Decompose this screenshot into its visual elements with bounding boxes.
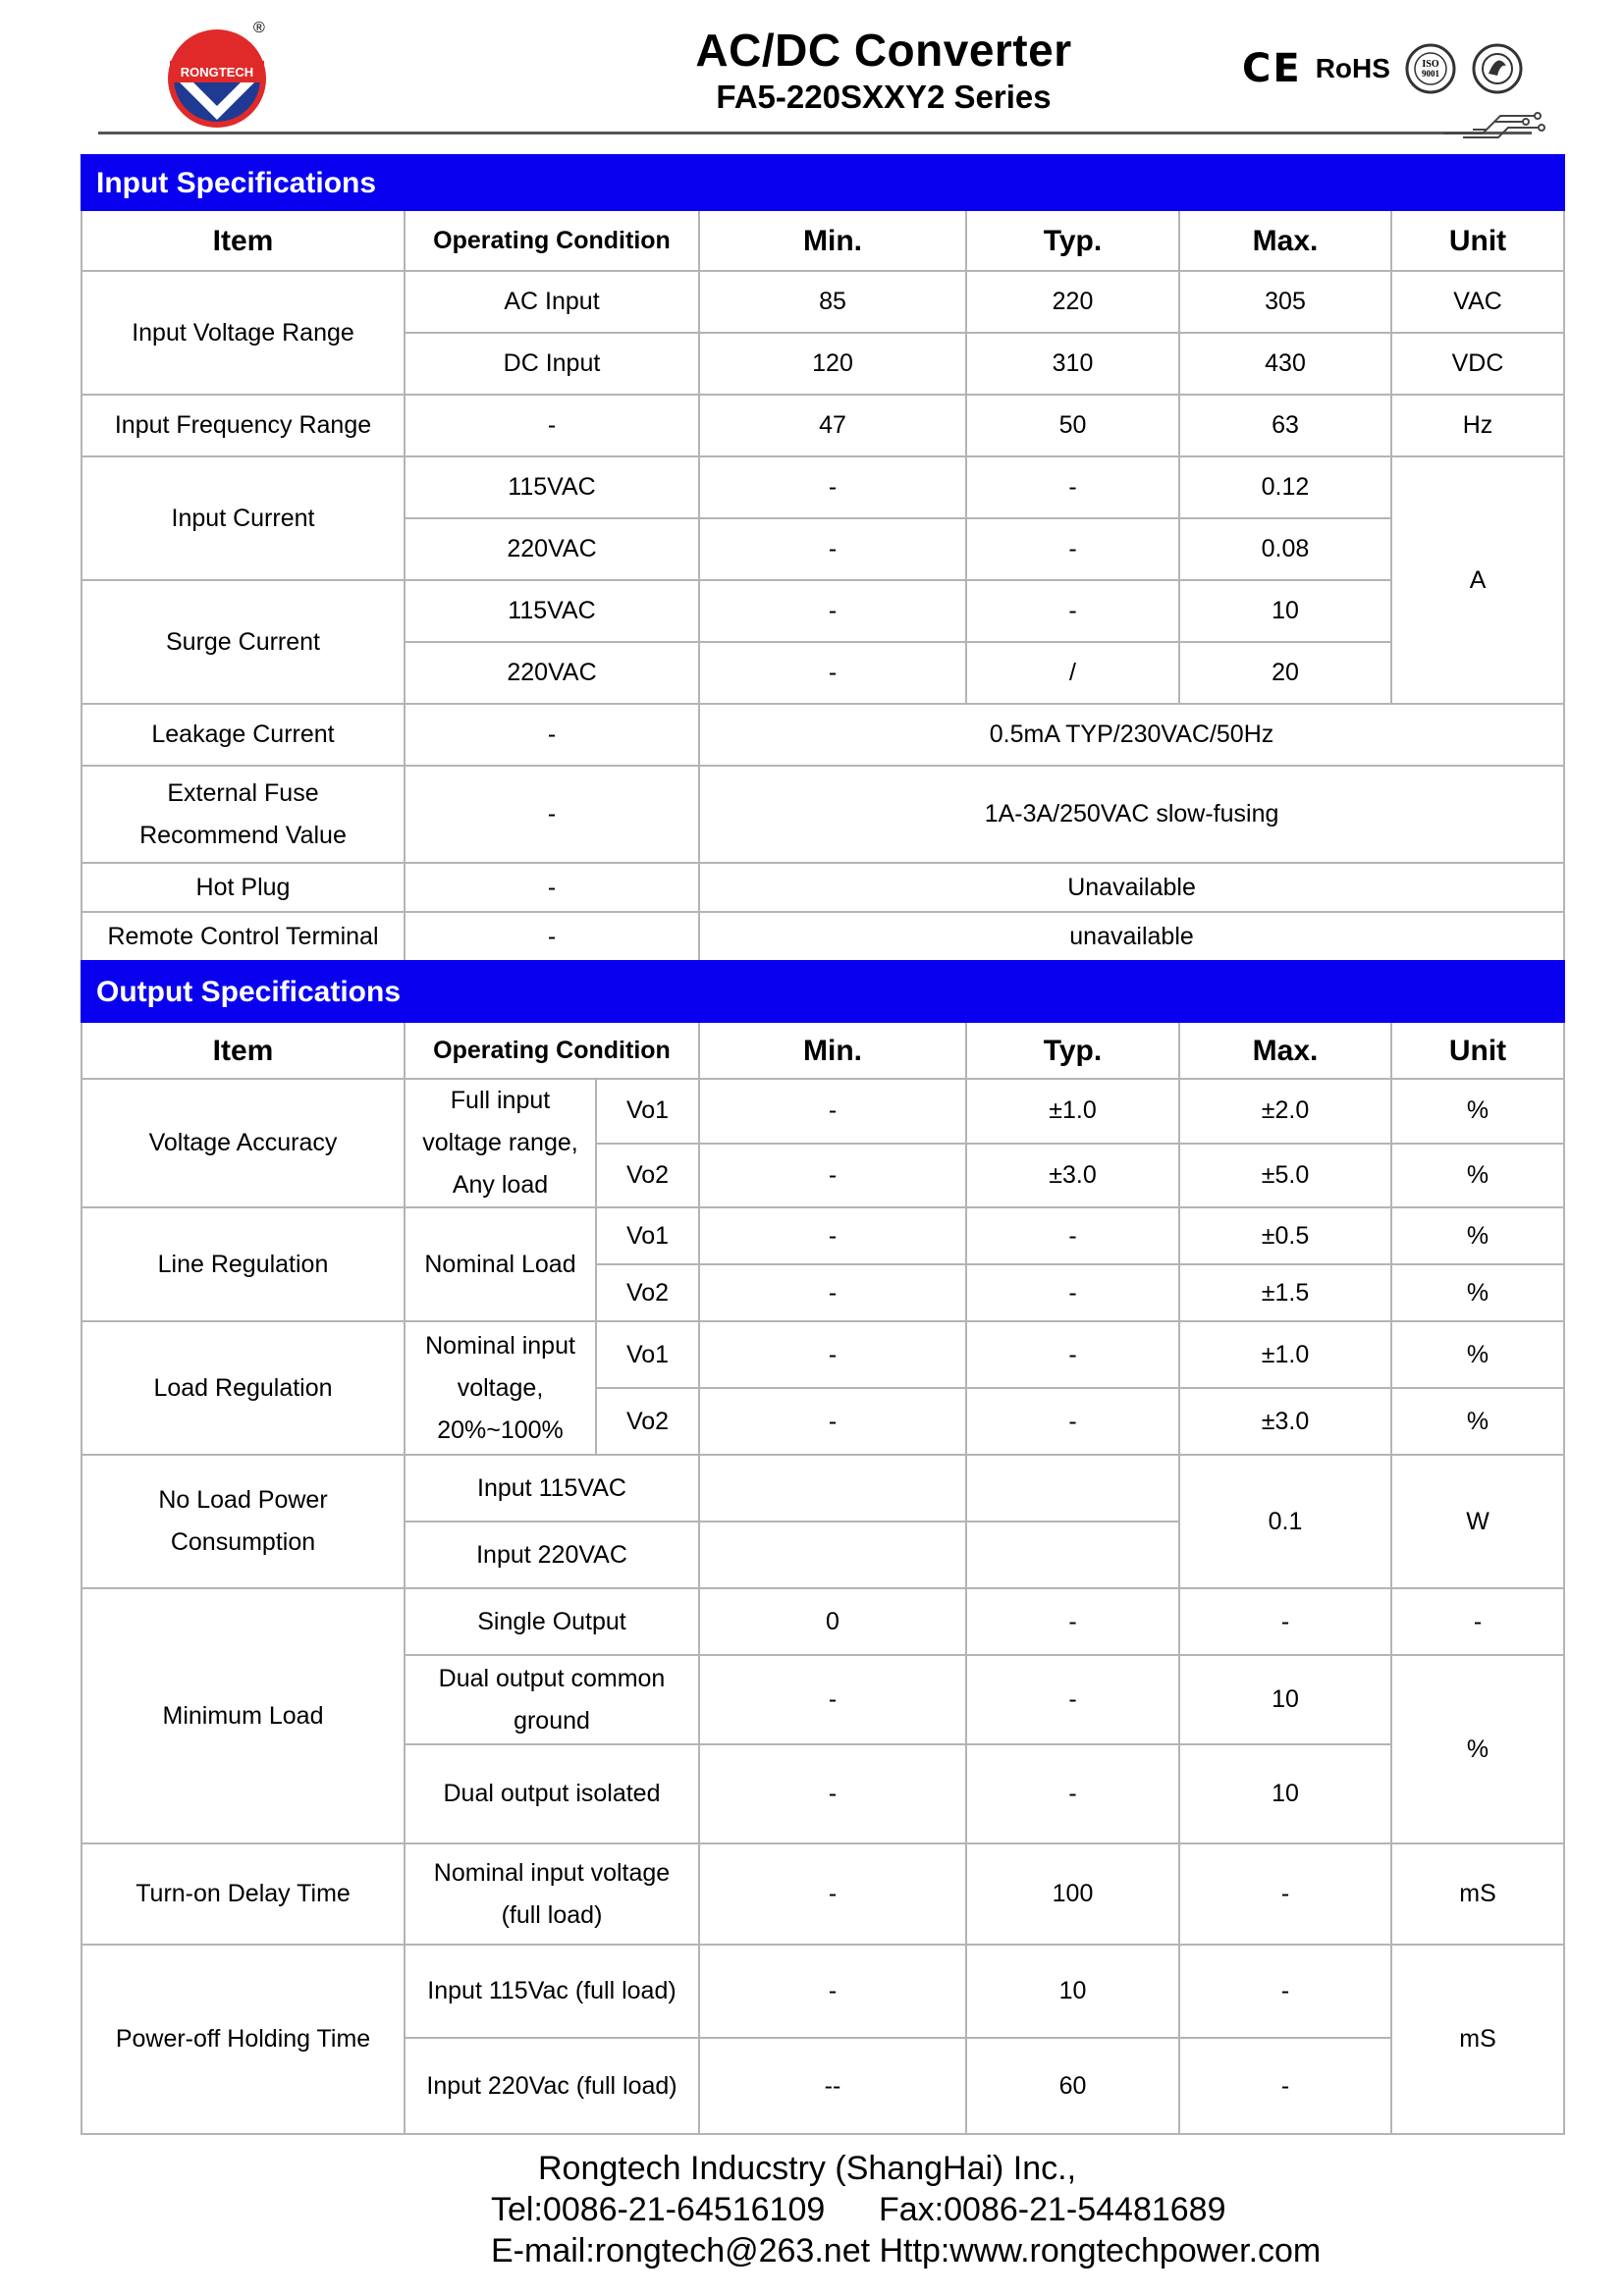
typ-cell: 220 — [966, 271, 1179, 333]
min-cell: 47 — [699, 395, 966, 456]
max-cell: ±1.0 — [1179, 1321, 1391, 1388]
item-cell: Line Regulation — [81, 1207, 405, 1321]
max-cell: 0.1 — [1179, 1455, 1391, 1588]
min-cell — [699, 1455, 966, 1522]
condition-cell — [405, 1079, 596, 1207]
item-cell: Leakage Current — [81, 704, 405, 766]
col-header-unit: Unit — [1391, 210, 1564, 271]
min-cell: 120 — [699, 333, 966, 395]
min-cell: - — [699, 1264, 966, 1321]
item-cell — [81, 1455, 405, 1588]
table-row — [81, 1079, 1564, 1144]
condition-line: voltage range, — [422, 1129, 578, 1156]
condition-cell: Input 115Vac (full load) — [405, 1945, 699, 2038]
typ-cell: - — [966, 580, 1179, 642]
unit-cell: % — [1391, 1264, 1564, 1321]
condition-cell: 220VAC — [405, 518, 699, 580]
typ-cell: 100 — [966, 1843, 1179, 1945]
unit-cell: A — [1391, 456, 1564, 704]
table-row — [81, 766, 1564, 863]
max-cell: 0.08 — [1179, 518, 1391, 580]
condition-cell: Dual output isolated — [405, 1744, 699, 1843]
typ-cell: - — [966, 1655, 1179, 1744]
condition-cell — [405, 1655, 699, 1744]
col-header-condition: Operating Condition — [405, 210, 699, 271]
typ-cell: - — [966, 1207, 1179, 1264]
col-header-max: Max. — [1179, 210, 1391, 271]
unit-cell: - — [1391, 1588, 1564, 1655]
max-cell: 430 — [1179, 333, 1391, 395]
table-header-row — [81, 1022, 1564, 1079]
table-row — [81, 704, 1564, 766]
svg-text:9001: 9001 — [1421, 69, 1439, 79]
item-cell: Input Frequency Range — [81, 395, 405, 456]
input-specifications-table — [81, 154, 1565, 962]
registered-mark: ® — [253, 20, 265, 36]
typ-cell: - — [966, 1321, 1179, 1388]
typ-cell: 50 — [966, 395, 1179, 456]
email-and-website: E-mail:rongtech@263.net Http:www.rongtechpower.com — [491, 2232, 1322, 2269]
condition-line: Nominal input — [425, 1331, 575, 1360]
min-cell: - — [699, 580, 966, 642]
col-header-item: Item — [81, 1022, 405, 1079]
min-cell: 85 — [699, 271, 966, 333]
min-cell: - — [699, 1655, 966, 1744]
typ-cell: - — [966, 1264, 1179, 1321]
min-cell — [699, 1522, 966, 1588]
circuit-trace-decoration — [1443, 110, 1551, 141]
channel-cell: Vo2 — [596, 1264, 699, 1321]
input-section-title: Input Specifications — [81, 155, 1564, 210]
channel-cell: Vo1 — [596, 1079, 699, 1144]
certification-marks — [1242, 39, 1524, 98]
page-header — [0, 0, 1624, 157]
col-header-min: Min. — [699, 210, 966, 271]
condition-line: Any load — [452, 1171, 549, 1199]
output-section-title: Output Specifications — [81, 961, 1564, 1022]
value-cell: 1A-3A/250VAC slow-fusing — [699, 766, 1564, 863]
condition-cell: Input 220VAC — [405, 1522, 699, 1588]
unit-cell: % — [1391, 1388, 1564, 1455]
condition-cell: Input 220Vac (full load) — [405, 2038, 699, 2134]
typ-cell: 10 — [966, 1945, 1179, 2038]
typ-cell: ±1.0 — [966, 1079, 1179, 1144]
max-cell: - — [1179, 2038, 1391, 2134]
unit-cell: % — [1391, 1079, 1564, 1144]
channel-cell: Vo1 — [596, 1321, 699, 1388]
table-row — [81, 1455, 1564, 1522]
min-cell: - — [699, 456, 966, 518]
item-cell: Turn-on Delay Time — [81, 1843, 405, 1945]
max-cell: ±1.5 — [1179, 1264, 1391, 1321]
col-header-typ: Typ. — [966, 210, 1179, 271]
typ-cell: - — [966, 1588, 1179, 1655]
typ-cell: / — [966, 642, 1179, 704]
table-row — [81, 1945, 1564, 2038]
item-line: Consumption — [170, 1528, 316, 1556]
min-cell: - — [699, 1207, 966, 1264]
condition-cell: - — [405, 766, 699, 863]
item-cell: Load Regulation — [81, 1321, 405, 1455]
item-line: External Fuse — [167, 778, 319, 807]
condition-line: Nominal input voltage — [433, 1858, 671, 1887]
value-cell: unavailable — [699, 912, 1564, 961]
channel-cell: Vo2 — [596, 1388, 699, 1455]
quality-seal-icon — [1471, 42, 1524, 95]
table-row — [81, 1843, 1564, 1945]
rohs-mark: RoHS — [1315, 53, 1390, 83]
table-row — [81, 1207, 1564, 1264]
max-cell: 10 — [1179, 580, 1391, 642]
condition-cell: 220VAC — [405, 642, 699, 704]
telephone: Tel:0086-21-64516109 — [491, 2191, 826, 2228]
min-cell: - — [699, 1744, 966, 1843]
col-header-max: Max. — [1179, 1022, 1391, 1079]
item-cell: Hot Plug — [81, 863, 405, 912]
condition-cell — [405, 1843, 699, 1945]
min-cell: - — [699, 518, 966, 580]
channel-cell: Vo1 — [596, 1207, 699, 1264]
unit-cell: VAC — [1391, 271, 1564, 333]
typ-cell: ±3.0 — [966, 1144, 1179, 1208]
item-cell: Power-off Holding Time — [81, 1945, 405, 2134]
iso-9001-seal-icon — [1404, 42, 1457, 95]
condition-cell: 115VAC — [405, 580, 699, 642]
unit-cell: Hz — [1391, 395, 1564, 456]
value-cell: 0.5mA TYP/230VAC/50Hz — [699, 704, 1564, 766]
condition-cell: - — [405, 863, 699, 912]
min-cell: -- — [699, 2038, 966, 2134]
table-row — [81, 395, 1564, 456]
typ-cell: - — [966, 1744, 1179, 1843]
min-cell: 0 — [699, 1588, 966, 1655]
col-header-unit: Unit — [1391, 1022, 1564, 1079]
table-row — [81, 456, 1564, 518]
condition-cell — [405, 1321, 596, 1455]
unit-cell: W — [1391, 1455, 1564, 1588]
logo-brand-text: RONGTECH — [180, 65, 254, 80]
item-cell: Remote Control Terminal — [81, 912, 405, 961]
condition-cell: - — [405, 912, 699, 961]
condition-line: ground — [514, 1706, 590, 1735]
min-cell: - — [699, 1388, 966, 1455]
fax: Fax:0086-21-54481689 — [879, 2191, 1226, 2228]
document-subtitle: FA5-220SXXY2 Series — [716, 79, 1052, 115]
output-specifications-table — [81, 960, 1565, 2135]
table-header-row — [81, 210, 1564, 271]
typ-cell: - — [966, 1388, 1179, 1455]
max-cell: ±3.0 — [1179, 1388, 1391, 1455]
condition-cell: Nominal Load — [405, 1207, 596, 1321]
item-cell: Input Voltage Range — [81, 271, 405, 395]
table-row — [81, 580, 1564, 642]
condition-cell: Single Output — [405, 1588, 699, 1655]
max-cell: ±5.0 — [1179, 1144, 1391, 1208]
item-cell: Minimum Load — [81, 1588, 405, 1843]
unit-cell: VDC — [1391, 333, 1564, 395]
max-cell: 20 — [1179, 642, 1391, 704]
min-cell: - — [699, 1321, 966, 1388]
document-title: AC/DC Converter — [695, 25, 1072, 76]
max-cell: ±0.5 — [1179, 1207, 1391, 1264]
svg-text:ISO: ISO — [1422, 59, 1439, 70]
table-row — [81, 1588, 1564, 1655]
col-header-typ: Typ. — [966, 1022, 1179, 1079]
min-cell: - — [699, 1144, 966, 1208]
condition-line: (full load) — [501, 1900, 603, 1929]
section-header-row — [81, 155, 1564, 210]
max-cell: 63 — [1179, 395, 1391, 456]
max-cell: 305 — [1179, 271, 1391, 333]
condition-cell: Input 115VAC — [405, 1455, 699, 1522]
channel-cell: Vo2 — [596, 1144, 699, 1208]
max-cell: ±2.0 — [1179, 1079, 1391, 1144]
typ-cell: 310 — [966, 333, 1179, 395]
typ-cell — [966, 1455, 1179, 1522]
unit-cell: % — [1391, 1655, 1564, 1843]
item-cell: Voltage Accuracy — [81, 1079, 405, 1207]
condition-line: 20%~100% — [437, 1415, 564, 1444]
min-cell: - — [699, 1843, 966, 1945]
item-cell: Surge Current — [81, 580, 405, 704]
unit-cell: % — [1391, 1207, 1564, 1264]
unit-cell: mS — [1391, 1843, 1564, 1945]
max-cell: 10 — [1179, 1655, 1391, 1744]
condition-cell: AC Input — [405, 271, 699, 333]
max-cell: 0.12 — [1179, 456, 1391, 518]
min-cell: - — [699, 642, 966, 704]
ce-mark: CE — [1242, 46, 1302, 91]
rongtech-logo — [162, 22, 272, 132]
min-cell: - — [699, 1945, 966, 2038]
item-cell — [81, 766, 405, 863]
company-name: Rongtech Inducstry (ShangHai) Inc., — [538, 2150, 1077, 2187]
max-cell: 10 — [1179, 1744, 1391, 1843]
item-line: No Load Power — [158, 1486, 328, 1514]
table-row — [81, 271, 1564, 333]
min-cell: - — [699, 1079, 966, 1144]
typ-cell: - — [966, 518, 1179, 580]
col-header-min: Min. — [699, 1022, 966, 1079]
item-cell: Input Current — [81, 456, 405, 580]
unit-cell: mS — [1391, 1945, 1564, 2134]
section-header-row — [81, 961, 1564, 1022]
header-rule — [98, 132, 1532, 134]
value-cell: Unavailable — [699, 863, 1564, 912]
max-cell: - — [1179, 1945, 1391, 2038]
col-header-item: Item — [81, 210, 405, 271]
condition-cell: - — [405, 704, 699, 766]
table-row — [81, 912, 1564, 961]
table-row — [81, 863, 1564, 912]
condition-cell: - — [405, 395, 699, 456]
typ-cell — [966, 1522, 1179, 1588]
table-row — [81, 1321, 1564, 1388]
unit-cell: % — [1391, 1321, 1564, 1388]
col-header-condition: Operating Condition — [405, 1022, 699, 1079]
condition-line: Dual output common — [438, 1664, 666, 1692]
condition-cell: DC Input — [405, 333, 699, 395]
condition-line: voltage, — [457, 1373, 544, 1402]
max-cell: - — [1179, 1843, 1391, 1945]
condition-cell: 115VAC — [405, 456, 699, 518]
typ-cell: 60 — [966, 2038, 1179, 2134]
unit-cell: % — [1391, 1144, 1564, 1208]
condition-line: Full input — [450, 1087, 551, 1114]
max-cell: - — [1179, 1588, 1391, 1655]
typ-cell: - — [966, 456, 1179, 518]
item-line: Recommend Value — [139, 821, 347, 849]
